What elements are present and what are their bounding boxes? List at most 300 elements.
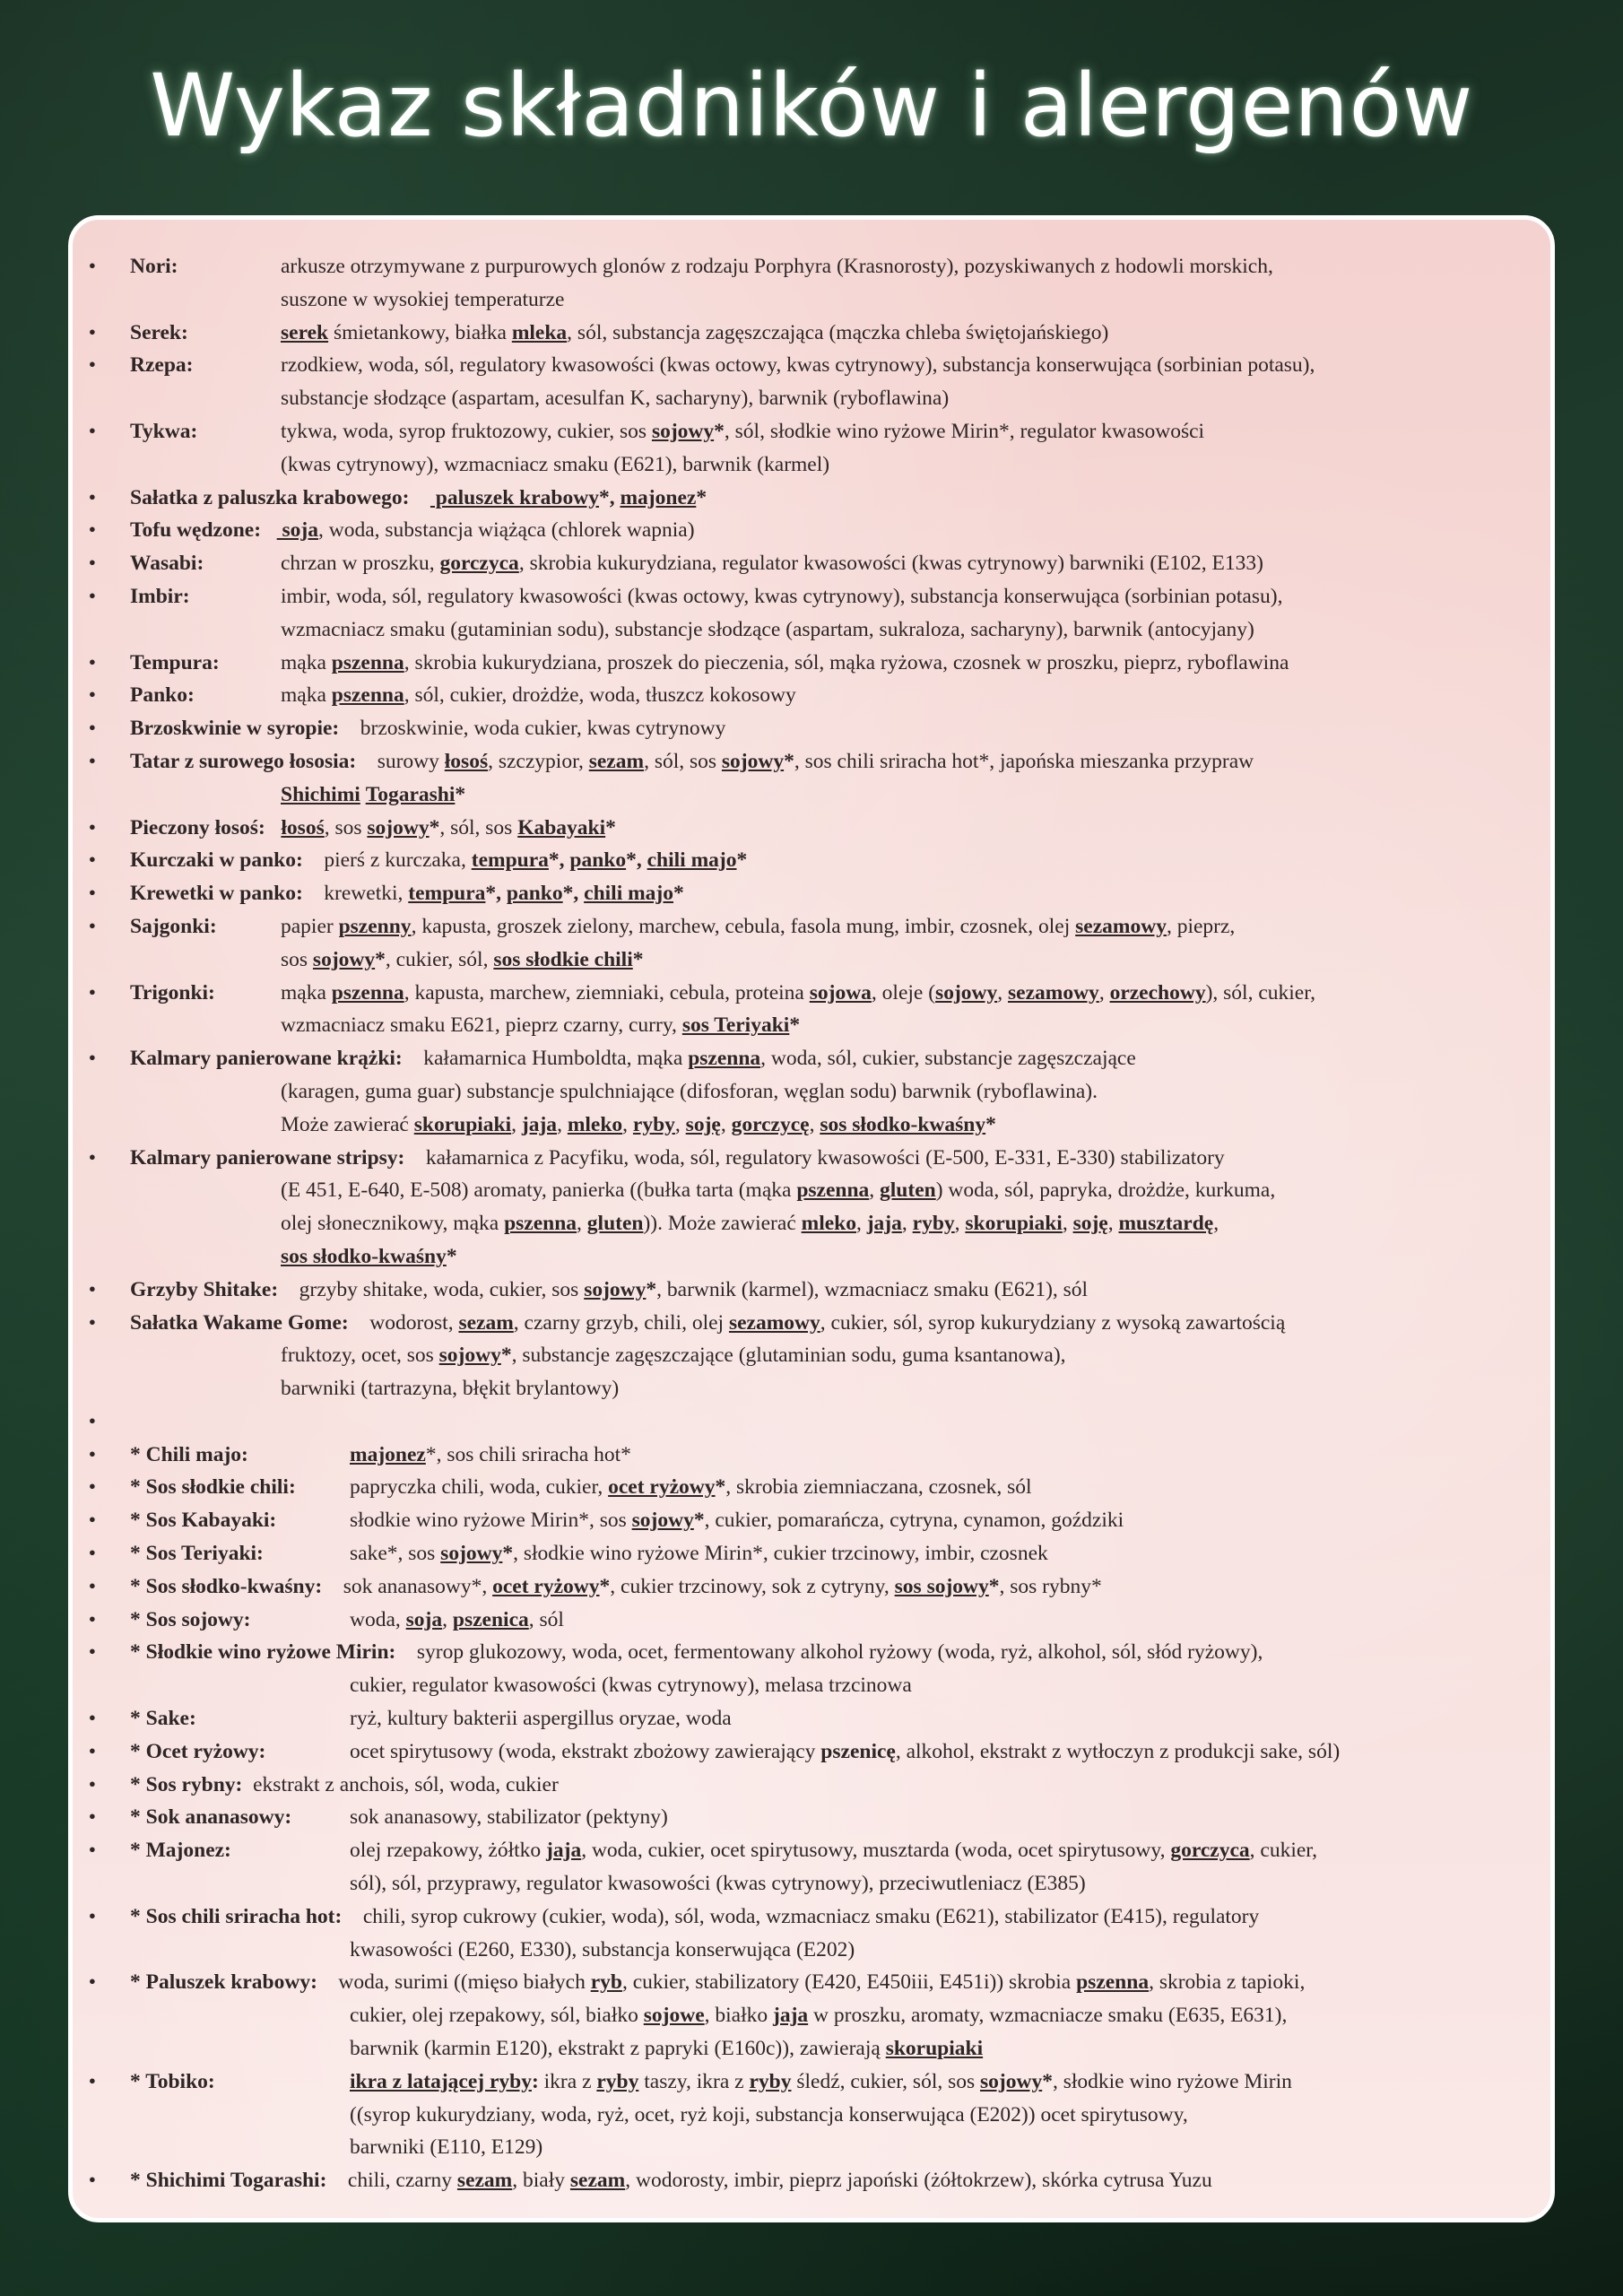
- description-line: [265, 812, 1523, 845]
- text-segment: substancje słodzące (aspartam, acesulfan K, sacharyny), barwnik (ryboflawina): [281, 387, 950, 411]
- text-segment: ,: [809, 1112, 820, 1136]
- allergen-text: chili majo: [584, 882, 674, 906]
- text-segment: *: [632, 947, 644, 971]
- allergen-text: sojowe: [643, 2004, 705, 2028]
- allergen-text: pszenna: [796, 1178, 870, 1203]
- text-segment: (kwas cytrynowy), wzmacniacz smaku (E621), barwnik (karmel): [281, 452, 830, 476]
- ingredient-item: [73, 877, 1550, 910]
- allergen-text: jaja: [866, 1212, 902, 1236]
- allergen-text: sojowy: [440, 1542, 503, 1566]
- text-segment: ,: [855, 1212, 867, 1236]
- text-segment: tykwa, woda, syrop fruktozowy, cukier, sos: [281, 419, 652, 443]
- ingredient-name: Kalmary panierowane krążki:: [130, 1047, 403, 1071]
- text-segment: barwniki (tartrazyna, błękit brylantowy): [281, 1377, 620, 1401]
- allergen-text: sezam: [458, 1310, 514, 1335]
- text-segment: papier: [281, 914, 339, 938]
- bullet-icon: [73, 745, 130, 778]
- text-segment: *,: [548, 848, 570, 873]
- allergen-text: pszenna: [504, 1212, 577, 1236]
- text-segment: *: [736, 848, 748, 873]
- ingredient-description: [281, 910, 1550, 977]
- description-line: [281, 679, 1523, 712]
- description-line: [281, 415, 1523, 448]
- text-segment: *: [429, 815, 440, 839]
- ingredient-name: Brzoskwinie w syropie:: [130, 717, 340, 741]
- ingredient-item: [73, 679, 1550, 712]
- ingredient-name: Wasabi:: [130, 552, 204, 576]
- ingredient-item: [73, 1537, 1550, 1570]
- text-segment: , cukier, sól, syrop kukurydziany z wysoką zawartością: [820, 1310, 1286, 1335]
- description-line: [281, 1174, 1523, 1207]
- description-line: [281, 1240, 1523, 1274]
- ingredient-description: [339, 712, 1550, 745]
- ingredient-name: Tatar z surowego łososia:: [130, 749, 357, 773]
- ingredient-description: [350, 1439, 1550, 1472]
- description-line: [281, 778, 1523, 812]
- text-segment: *: [715, 1475, 726, 1500]
- ingredient-description: [278, 1274, 1550, 1307]
- ingredient-item: [73, 514, 1550, 547]
- text-segment: ,: [901, 1212, 913, 1236]
- bullet-icon: [73, 977, 130, 1010]
- allergen-text: gluten: [586, 1212, 644, 1236]
- allergen-text: sojowy: [651, 419, 715, 443]
- description-line: [322, 1570, 1523, 1604]
- ingredient-name: * Sos Kabayaki:: [130, 1509, 277, 1533]
- ingredient-item: [73, 1042, 1550, 1141]
- bullet-icon: [73, 1735, 130, 1769]
- ingredient-name: * Sos słodkie chili:: [130, 1475, 296, 1500]
- bullet-icon: [73, 910, 130, 944]
- allergen-text: soję: [685, 1112, 721, 1136]
- ingredient-name: Sałatka Wakame Gome:: [130, 1310, 349, 1335]
- ingredient-item: [73, 1439, 1550, 1472]
- ingredient-name: Sałatka z paluszka krabowego:: [130, 485, 410, 509]
- description-line: [404, 1142, 1523, 1175]
- text-segment: *: [605, 815, 616, 839]
- bullet-icon: [73, 1537, 130, 1570]
- text-segment: suszone w wysokiej temperaturze: [281, 287, 565, 311]
- text-segment: (E 451, E-640, E-508) aromaty, panierka ((bułka tarta (mąka: [281, 1178, 797, 1203]
- text-segment: słodkie wino ryżowe Mirin*, sos: [350, 1509, 632, 1533]
- allergen-text: paluszek krabowy: [430, 485, 599, 509]
- text-segment: ,: [869, 1178, 881, 1203]
- ingredient-description: [303, 844, 1550, 877]
- allergen-text: panko: [569, 848, 627, 873]
- description-line: [281, 1207, 1523, 1240]
- allergen-text: sezam: [588, 749, 645, 773]
- text-segment: ,: [622, 1112, 633, 1136]
- allergen-text: sojowy: [312, 947, 376, 971]
- bullet-icon: [73, 349, 130, 382]
- text-segment: sól), sól, przyprawy, regulator kwasowości (kwas cytrynowy), przeciwutleniacz (E385): [350, 1872, 1086, 1896]
- text-segment: ikra z: [543, 2069, 597, 2093]
- allergen-text: sos sojowy: [894, 1574, 989, 1598]
- ingredient-description: [409, 482, 1550, 515]
- text-segment: , cukier trzcinowy, sok z cytryny,: [610, 1574, 895, 1598]
- description-line: [281, 977, 1523, 1010]
- ingredient-description: [281, 977, 1550, 1043]
- text-segment: , barwnik (karmel), wzmacniacz smaku (E621), sól: [656, 1277, 1089, 1301]
- text-segment: olej słonecznikowy, mąka: [281, 1212, 505, 1236]
- ingredient-item: [73, 1702, 1550, 1735]
- allergen-text: ryby: [912, 1212, 955, 1236]
- ingredient-item: [73, 1142, 1550, 1274]
- description-line: [403, 1042, 1523, 1075]
- ingredient-item: [73, 415, 1550, 482]
- ingredient-description: [242, 1769, 1550, 1802]
- bullet-icon: [73, 844, 130, 877]
- allergen-text: majonez: [350, 1442, 426, 1466]
- description-line: [350, 1934, 1523, 1967]
- ingredient-name: Kalmary panierowane stripsy:: [130, 1145, 405, 1170]
- description-line: [281, 613, 1523, 647]
- ingredient-name: Nori:: [130, 255, 178, 278]
- text-segment: brzoskwinie, woda cukier, kwas cytrynowy: [339, 717, 726, 741]
- text-segment: *: [696, 485, 707, 509]
- description-line: [281, 944, 1523, 977]
- ingredient-item: [73, 1604, 1550, 1637]
- bullet-icon: [73, 877, 130, 910]
- ingredient-description: [281, 745, 1550, 812]
- allergen-text: jaja: [546, 1839, 582, 1863]
- bullet-icon: [73, 1142, 130, 1175]
- ingredient-name: * Sos chili sriracha hot:: [130, 1904, 343, 1928]
- text-segment: , sól, słodkie wino ryżowe Mirin*, regulator kwasowości: [724, 419, 1205, 443]
- allergen-text: sojowy: [935, 980, 998, 1004]
- ingredient-item: [73, 977, 1550, 1043]
- description-line: [281, 547, 1523, 580]
- ingredient-item: [73, 745, 1550, 812]
- text-segment: woda,: [350, 1607, 406, 1631]
- allergen-text: musztardę: [1118, 1212, 1214, 1236]
- text-segment: , kapusta, groszek zielony, marchew, cebula, fasola mung, imbir, czosnek, olej: [411, 914, 1076, 938]
- description-line: [281, 1009, 1523, 1042]
- text-segment: , kapusta, marchew, ziemniaki, cebula, proteina: [404, 980, 810, 1004]
- text-segment: , sól: [528, 1607, 564, 1631]
- ingredient-description: [350, 1636, 1550, 1702]
- bullet-icon: [73, 679, 130, 712]
- description-line: [350, 1867, 1523, 1900]
- ingredient-item: [73, 1834, 1550, 1900]
- text-segment: *: [502, 1542, 514, 1566]
- ingredient-name: * Sos rybny:: [130, 1772, 243, 1796]
- allergen-text: ryby: [632, 1112, 675, 1136]
- text-segment: , sos: [324, 815, 368, 839]
- text-segment: surowy: [356, 749, 445, 773]
- allergen-text: sojowa: [809, 980, 872, 1004]
- text-segment: śledź, cukier, sól, sos: [791, 2069, 981, 2093]
- text-segment: rzodkiew, woda, sól, regulatory kwasowości (kwas octowy, kwas cytrynowy), substancja konserwująca (sorbinian potasu),: [281, 353, 1315, 378]
- ingredient-description: [281, 679, 1550, 712]
- text-segment: sok ananasowy, stabilizator (pektyny): [350, 1805, 668, 1830]
- allergen-text: pszenna: [331, 980, 404, 1004]
- text-segment: wzmacniacz smaku E621, pieprz czarny, curry,: [281, 1013, 682, 1038]
- allergen-text: sojowy: [584, 1277, 647, 1301]
- bullet-icon: [73, 1769, 130, 1802]
- text-segment: [265, 816, 282, 839]
- text-segment: , woda, sól, cukier, substancje zagęszczające: [760, 1047, 1136, 1071]
- text-segment: , skrobia kukurydziana, regulator kwasowości (kwas cytrynowy) barwniki (E102, E133): [518, 552, 1263, 576]
- description-line: [281, 448, 1523, 482]
- ingredient-name: Tempura:: [130, 650, 220, 674]
- text-segment: , sos chili sriracha hot*, japońska mieszanka przypraw: [794, 749, 1254, 773]
- allergen-text: sezamowy: [1075, 914, 1167, 938]
- allergen-text: gorczyca: [439, 552, 519, 576]
- text-segment: ((syrop kukurydziany, woda, ryż, ocet, ryż koji, substancja konserwująca (E202)) ocet spirytusowy,: [350, 2102, 1188, 2126]
- ingredients-panel: [68, 215, 1555, 2222]
- ingredient-name: * Tobiko:: [130, 2069, 215, 2093]
- text-segment: , pieprz,: [1166, 914, 1236, 938]
- text-segment: , substancje zagęszczające (glutaminian sodu, guma ksantanowa),: [511, 1344, 1066, 1368]
- allergen-text: sojowy: [631, 1509, 694, 1533]
- description-line: [342, 1900, 1523, 1934]
- description-line: [350, 1735, 1523, 1769]
- ingredient-description: [350, 2066, 1550, 2164]
- ingredient-description: [303, 877, 1550, 910]
- text-segment: grzyby shitake, woda, cukier, sos: [278, 1277, 585, 1301]
- text-segment: barwnik (karmin E120), ekstrakt z papryki (E160c)), zawierają: [350, 2037, 886, 2061]
- allergen-text: ikra z latającej ryby: [350, 2069, 532, 2093]
- text-segment: , cukier, sól,: [385, 947, 494, 971]
- allergen-text: pszenna: [331, 650, 404, 674]
- ingredient-item: [73, 1274, 1550, 1307]
- bullet-icon: [73, 1966, 130, 1999]
- text-segment: sok ananasowy*,: [322, 1574, 493, 1598]
- bullet-icon: [73, 1439, 130, 1472]
- bullet-icon: [73, 1307, 130, 1340]
- ingredient-item: [73, 647, 1550, 680]
- text-segment: cukier, olej rzepakowy, sól, białko: [350, 2004, 644, 2028]
- text-segment: barwniki (E110, E129): [350, 2135, 543, 2160]
- text-segment: kałamarnica Humboldta, mąka: [402, 1047, 689, 1071]
- allergen-text: pszenna: [688, 1047, 761, 1071]
- text-segment: *: [714, 419, 725, 443]
- text-segment: ,: [674, 1112, 686, 1136]
- allergen-text: pszenny: [338, 914, 412, 938]
- ingredient-item: [73, 844, 1550, 877]
- ingredient-description: [326, 2164, 1550, 2197]
- allergen-text: sos Teriyaki: [681, 1013, 790, 1038]
- ingredient-description: [350, 1471, 1550, 1504]
- allergen-text: łosoś: [281, 815, 325, 839]
- text-segment: :: [531, 2069, 544, 2093]
- bullet-icon: [73, 1604, 130, 1637]
- ingredient-name: Panko:: [130, 683, 195, 708]
- ingredient-name: Serek:: [130, 320, 188, 344]
- ingredient-description: [281, 547, 1550, 580]
- allergen-text: ryby: [596, 2069, 639, 2093]
- ingredient-name: Tofu wędzone:: [130, 518, 262, 543]
- bullet-icon: [73, 812, 130, 845]
- text-segment: śmietankowy, białka: [328, 320, 512, 344]
- text-segment: ,: [1098, 980, 1110, 1004]
- description-line: [326, 2164, 1523, 2197]
- description-line: [281, 1075, 1523, 1109]
- allergen-text: serek: [281, 320, 329, 344]
- ingredient-description: [281, 349, 1550, 415]
- description-line: [242, 1769, 1523, 1802]
- bullet-icon: [73, 1042, 130, 1075]
- ingredient-item: [73, 250, 1550, 317]
- text-segment: mąka: [281, 980, 332, 1004]
- ingredient-item: [73, 1471, 1550, 1504]
- text-segment: chili, czarny: [326, 2169, 457, 2193]
- allergen-text: pszenica: [452, 1607, 529, 1631]
- text-segment: *: [500, 1344, 512, 1368]
- text-segment: ,: [720, 1112, 732, 1136]
- allergen-text: chili majo: [647, 848, 737, 873]
- ingredient-item: [73, 1570, 1550, 1604]
- description-line: [350, 1604, 1523, 1637]
- text-segment: , słodkie wino ryżowe Mirin: [1052, 2069, 1292, 2093]
- description-line: [350, 1801, 1523, 1834]
- allergen-text: sojowy: [721, 749, 785, 773]
- text-segment: , skrobia ziemniaczana, czosnek, sól: [725, 1475, 1032, 1500]
- ingredient-name: * Sake:: [130, 1707, 196, 1731]
- ingredient-name: Rzepa:: [130, 353, 194, 378]
- allergen-text: łosoś: [444, 749, 489, 773]
- description-line: [261, 514, 1523, 547]
- text-segment: ryż, kultury bakterii aspergillus oryzae, woda: [350, 1707, 732, 1731]
- allergen-text: ryby: [749, 2069, 792, 2093]
- ingredient-item: [73, 1504, 1550, 1537]
- ingredient-item: [73, 2066, 1550, 2164]
- allergen-text: sos słodko-kwaśny: [820, 1112, 986, 1136]
- allergen-text: skorupiaki: [965, 1212, 1063, 1236]
- bullet-icon: [73, 482, 130, 515]
- ingredient-name: Krewetki w panko:: [130, 882, 303, 906]
- bullet-icon: [73, 547, 130, 580]
- text-segment: ,: [997, 980, 1008, 1004]
- description-line: [395, 1636, 1523, 1669]
- description-line: [281, 382, 1523, 415]
- ingredient-name: * Sok ananasowy:: [130, 1805, 292, 1830]
- text-segment: kałamarnica z Pacyfiku, woda, sól, regulatory kwasowości (E-500, E-331, E-330) stabilizatory: [404, 1145, 1225, 1170]
- allergen-text: sojowy: [367, 815, 430, 839]
- text-segment: [409, 486, 430, 509]
- text-segment: wodorost,: [348, 1310, 459, 1335]
- text-segment: , skrobia kukurydziana, proszek do pieczenia, sól, mąka ryżowa, czosnek w proszku, pieprz, ryboflawina: [404, 650, 1289, 674]
- allergen-text: pszenna: [1076, 1970, 1150, 1995]
- text-segment: sake*, sos: [350, 1542, 441, 1566]
- ingredient-item: [73, 580, 1550, 647]
- ingredient-item: [73, 317, 1550, 350]
- text-segment: *: [375, 947, 386, 971]
- bullet-icon: [73, 1834, 130, 1867]
- text-segment: (karagen, guma guar) substancje spulchniające (difosforan, węglan sodu) barwnik (ryboflawina).: [281, 1079, 1098, 1103]
- ingredient-name: * Sos słodko-kwaśny:: [130, 1574, 323, 1598]
- text-segment: ,: [557, 1112, 568, 1136]
- text-segment: , czarny grzyb, chili, olej: [513, 1310, 729, 1335]
- description-line: [281, 580, 1523, 613]
- text-segment: , sól, sos: [439, 815, 518, 839]
- ingredient-description: [265, 812, 1550, 845]
- text-segment: *: [673, 882, 684, 906]
- text-segment: sos: [281, 947, 313, 971]
- allergen-text: soję: [1072, 1212, 1108, 1236]
- ingredient-description: [281, 647, 1550, 680]
- text-segment: , szczypior,: [488, 749, 589, 773]
- ingredient-description: [350, 1801, 1550, 1834]
- text-segment: cukier, regulator kwasowości (kwas cytrynowy), melasa trzcinowa: [350, 1674, 912, 1698]
- text-segment: *,: [626, 848, 647, 873]
- text-segment: arkusze otrzymywane z purpurowych glonów z rodzaju Porphyra (Krasnorosty), pozyskiwanych z hodowli morskich,: [281, 255, 1273, 278]
- description-line: [350, 1834, 1523, 1867]
- description-line: [350, 2032, 1523, 2066]
- allergen-text: tempura: [471, 848, 549, 873]
- text-segment: , cukier, pomarańcza, cytryna, cynamon, goździki: [704, 1509, 1124, 1533]
- text-segment: , sos rybny*: [999, 1574, 1102, 1598]
- ingredient-name: * Majonez:: [130, 1839, 231, 1863]
- description-line: [339, 712, 1523, 745]
- description-line: [350, 1702, 1523, 1735]
- ingredient-name: Grzyby Shitake:: [130, 1277, 279, 1301]
- ingredient-description: [281, 317, 1550, 350]
- ingredient-description: [350, 1504, 1550, 1537]
- allergen-text: tempura: [408, 882, 486, 906]
- ingredient-name: * Sos Teriyaki:: [130, 1542, 264, 1566]
- description-line: [281, 349, 1523, 382]
- text-segment: ) woda, sól, papryka, drożdże, kurkuma,: [935, 1178, 1276, 1203]
- allergen-text: sezam: [456, 2169, 513, 2193]
- bullet-icon: [73, 514, 130, 547]
- text-segment: mąka: [281, 683, 332, 708]
- ingredient-name: Tykwa:: [130, 419, 198, 443]
- ingredient-item: [73, 1801, 1550, 1834]
- text-segment: , skrobia z tapioki,: [1149, 1970, 1306, 1995]
- text-segment: *,: [562, 882, 585, 906]
- ingredient-description: [350, 1604, 1550, 1637]
- ingredient-description: [281, 1307, 1550, 1405]
- text-segment: *: [784, 749, 794, 773]
- allergen-text: sos słodkie chili: [493, 947, 633, 971]
- text-segment: *: [455, 782, 466, 806]
- text-segment: krewetki,: [302, 882, 409, 906]
- description-line: [281, 1372, 1523, 1405]
- description-line: [281, 283, 1523, 317]
- text-segment: )). Może zawierać: [643, 1212, 802, 1236]
- description-line: [281, 910, 1523, 944]
- text-segment: *: [599, 1574, 611, 1598]
- ingredient-name: Kurczaki w panko:: [130, 848, 303, 873]
- bullet-icon: [73, 1274, 130, 1307]
- description-line: [356, 745, 1523, 778]
- description-line: [350, 2131, 1523, 2164]
- allergen-text: jaja: [773, 2004, 809, 2028]
- ingredient-description: [281, 1142, 1550, 1274]
- allergen-text: gluten: [880, 1178, 936, 1203]
- ingredient-name: * Chili majo:: [130, 1442, 248, 1466]
- ingredient-item: [73, 482, 1550, 515]
- text-segment: kwasowości (E260, E330), substancja konserwująca (E202): [350, 1937, 855, 1961]
- text-segment: *, sos chili sriracha hot*: [425, 1442, 631, 1466]
- text-segment: ,: [511, 1112, 522, 1136]
- allergen-text: ryb: [590, 1970, 622, 1995]
- allergen-text: sos słodko-kwaśny: [281, 1244, 447, 1268]
- text-segment: ,: [1062, 1212, 1073, 1236]
- text-segment: imbir, woda, sól, regulatory kwasowości (kwas octowy, kwas cytrynowy), substancja konserwująca (sorbinian potasu),: [281, 584, 1283, 608]
- ingredient-item: [73, 547, 1550, 580]
- ingredient-description: [350, 1834, 1550, 1900]
- bullet-icon: [73, 1702, 130, 1735]
- text-segment: , sól, cukier, drożdże, woda, tłuszcz kokosowy: [404, 683, 796, 708]
- text-segment: , cukier,: [1249, 1839, 1318, 1863]
- text-segment: chrzan w proszku,: [281, 552, 440, 576]
- text-segment: , białko: [704, 2004, 773, 2028]
- text-segment: *,: [485, 882, 507, 906]
- text-segment: , biały: [512, 2169, 570, 2193]
